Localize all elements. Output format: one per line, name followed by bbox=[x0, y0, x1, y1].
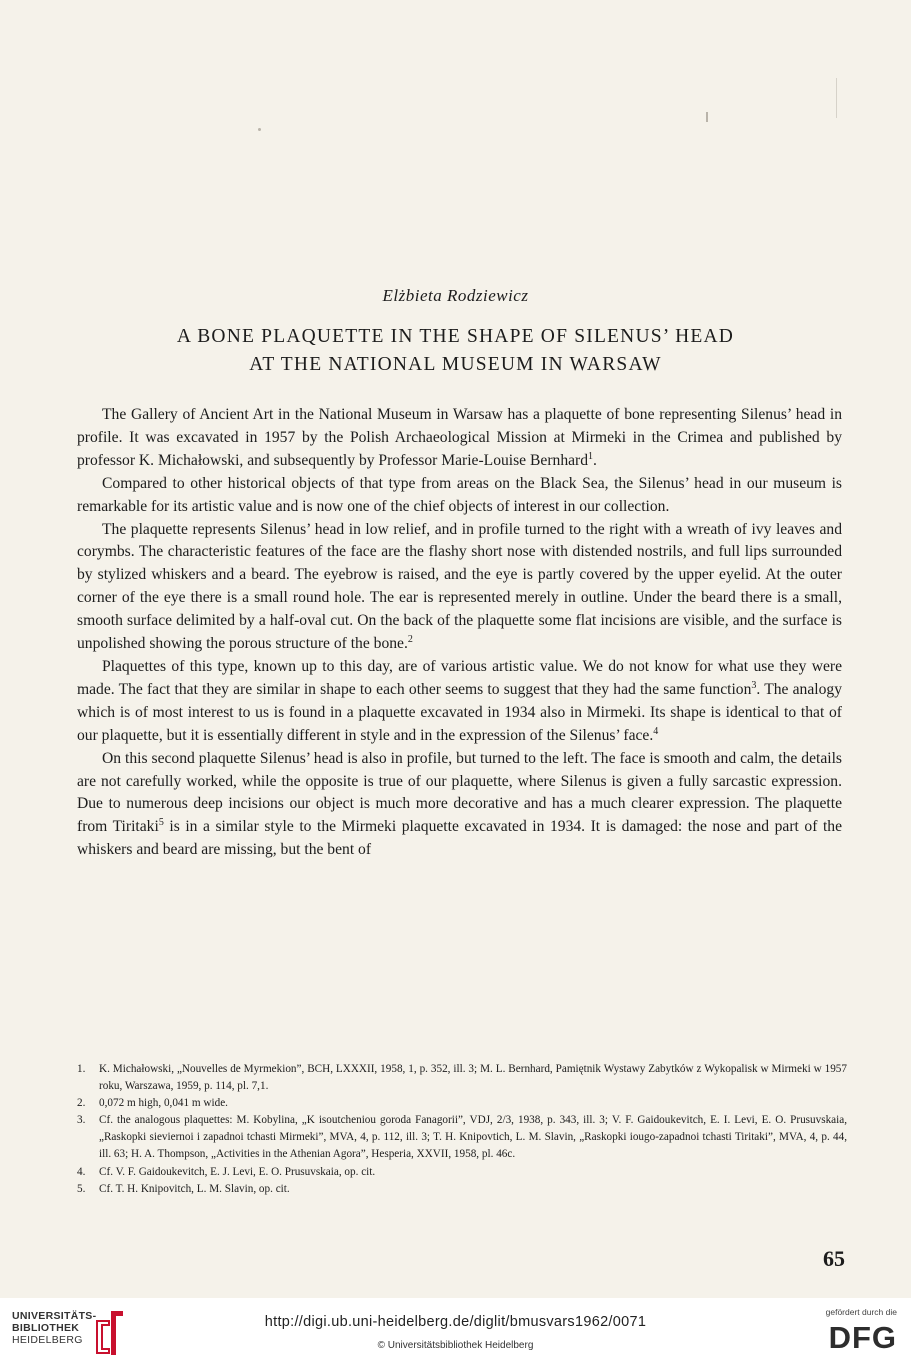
footnote-ref[interactable]: 2 bbox=[407, 633, 413, 645]
footnote-ref[interactable]: 4 bbox=[653, 725, 659, 737]
article-title-line-1: A BONE PLAQUETTE IN THE SHAPE OF SILENUS’ HEAD bbox=[176, 326, 735, 347]
article-body bbox=[77, 404, 842, 862]
article-title-line-2: AT THE NATIONAL MUSEUM IN WARSAW bbox=[249, 354, 662, 375]
footnote-ref[interactable]: 1 bbox=[588, 450, 594, 462]
dfg-logo: DFG bbox=[828, 1320, 897, 1355]
library-name: UNIVERSITÄTS- BIBLIOTHEK HEIDELBERG bbox=[12, 1310, 97, 1346]
scan-speck bbox=[836, 78, 837, 118]
footnote: 3. Cf. the analogous plaquettes: M. Kobylina, „K isoutcheniou goroda Fanagorii”, VDJ, 2/3, 1938, p. 343, ill. 3; V. F. Gaidoukevitch, E. I. Levi, E. O. Prusuvskaia, „Raskopki sieviernoi i zapadnoi tchasti Mirmeki”, MVA, 4, p. 112, ill. 3; T. H. Knipovtich, L. M. Slavin, „Raskopki iougo-zapadnoi tchasti Tiritaki”, MVA, 4, p. 44, ill. 63; H. A. Thompson, „Activities in the Athenian Agora”, Hesperia, XXVII, 1958, pl. 46c. bbox=[77, 1114, 847, 1161]
footnote-ref[interactable]: 5 bbox=[158, 817, 164, 829]
footnote: 1. K. Michałowski, „Nouvelles de Myrmekion”, BCH, LXXXII, 1958, 1, p. 352, ill. 3; M. L. Bernhard, Pamiętnik Wystawy Zabytków z Wykopalisk w Mirmeki w 1957 roku, Warszawa, 1959, p. 114, pl. 7,1. bbox=[77, 1063, 847, 1093]
paragraph: The Gallery of Ancient Art in the National Museum in Warsaw has a plaquette of bone representing Silenus’ head in profile. It was excavated in 1957 by the Polish Archaeological Mission at Mirmeki in the Crimea and published by professor K. Michałowski, and subsequently by Professor Marie-Louise Bernhard$^1$. bbox=[77, 406, 842, 469]
page-number: 65 bbox=[823, 1246, 845, 1271]
paragraph: Plaquettes of this type, known up to this day, are of various artistic value. We do not know for what use they were made. The fact that they are similar in shape to each other seems to suggest that they had the same function$^3$. The analogy which is of most interest to us is found in a plaquette excavated in 1934 also in Mirmeki. Its shape is identical to that of our plaquette, but it is essentially different in style and in the expression of the Silenus’ face.$^4$ bbox=[77, 657, 842, 744]
footnote: 2. 0,072 m high, 0,041 m wide. bbox=[77, 1097, 228, 1110]
copyright-notice: © Universitätsbibliothek Heidelberg bbox=[377, 1340, 534, 1351]
footnote-ref[interactable]: 3 bbox=[751, 679, 757, 691]
paragraph: On this second plaquette Silenus’ head is also in profile, but turned to the left. The face is smooth and calm, the details are not carefully worked, while the opposite is true of our plaquette, where Silenus is given a fully sarcastic expression. Due to numerous deep incisions our object is much more decorative and has a much clearer expression. The plaquette from Tiritaki$^5$ is in a similar style to the Mirmeki plaquette excavated in 1934. It is damaged: the nose and part of the whiskers and beard are missing, but the bent of bbox=[77, 749, 842, 859]
funded-by-label: gefördert durch die bbox=[825, 1307, 897, 1317]
scan-speck bbox=[258, 128, 261, 131]
scan-speck bbox=[706, 112, 708, 122]
paragraph: Compared to other historical objects of that type from areas on the Black Sea, the Silenus’ head in our museum is remarkable for its artistic value and is now one of the chief objects of interest in our collection. bbox=[77, 474, 842, 515]
viewer-footer bbox=[0, 1298, 911, 1365]
author-name: Elżbieta Rodziewicz bbox=[382, 286, 529, 305]
footnote: 5. Cf. T. H. Knipovitch, L. M. Slavin, op. cit. bbox=[77, 1182, 290, 1195]
footnotes bbox=[77, 1061, 847, 1198]
paragraph: The plaquette represents Silenus’ head in low relief, and in profile turned to the right with a wreath of ivy leaves and corymbs. The characteristic features of the face are the flashy short nose with distended nostrils, and full lips surrounded by stylized whiskers and a beard. The eyebrow is raised, and the eye is partly covered by the upper eyelid. At the outer corner of the eye there is a small round hole. The ear is represented merely in outline. Under the beard there is a small, smooth surface delimited by a half-oval cut. On the back of the plaquette some flat incisions are visible, and the surface is unpolished showing the porous structure of the bone.$^2$ bbox=[77, 520, 842, 653]
permalink-url[interactable]: http://digi.ub.uni-heidelberg.de/diglit/bmusvars1962/0071 bbox=[264, 1314, 647, 1330]
footnote: 4. Cf. V. F. Gaidoukevitch, E. J. Levi, E. O. Prusuvskaia, op. cit. bbox=[77, 1165, 376, 1178]
